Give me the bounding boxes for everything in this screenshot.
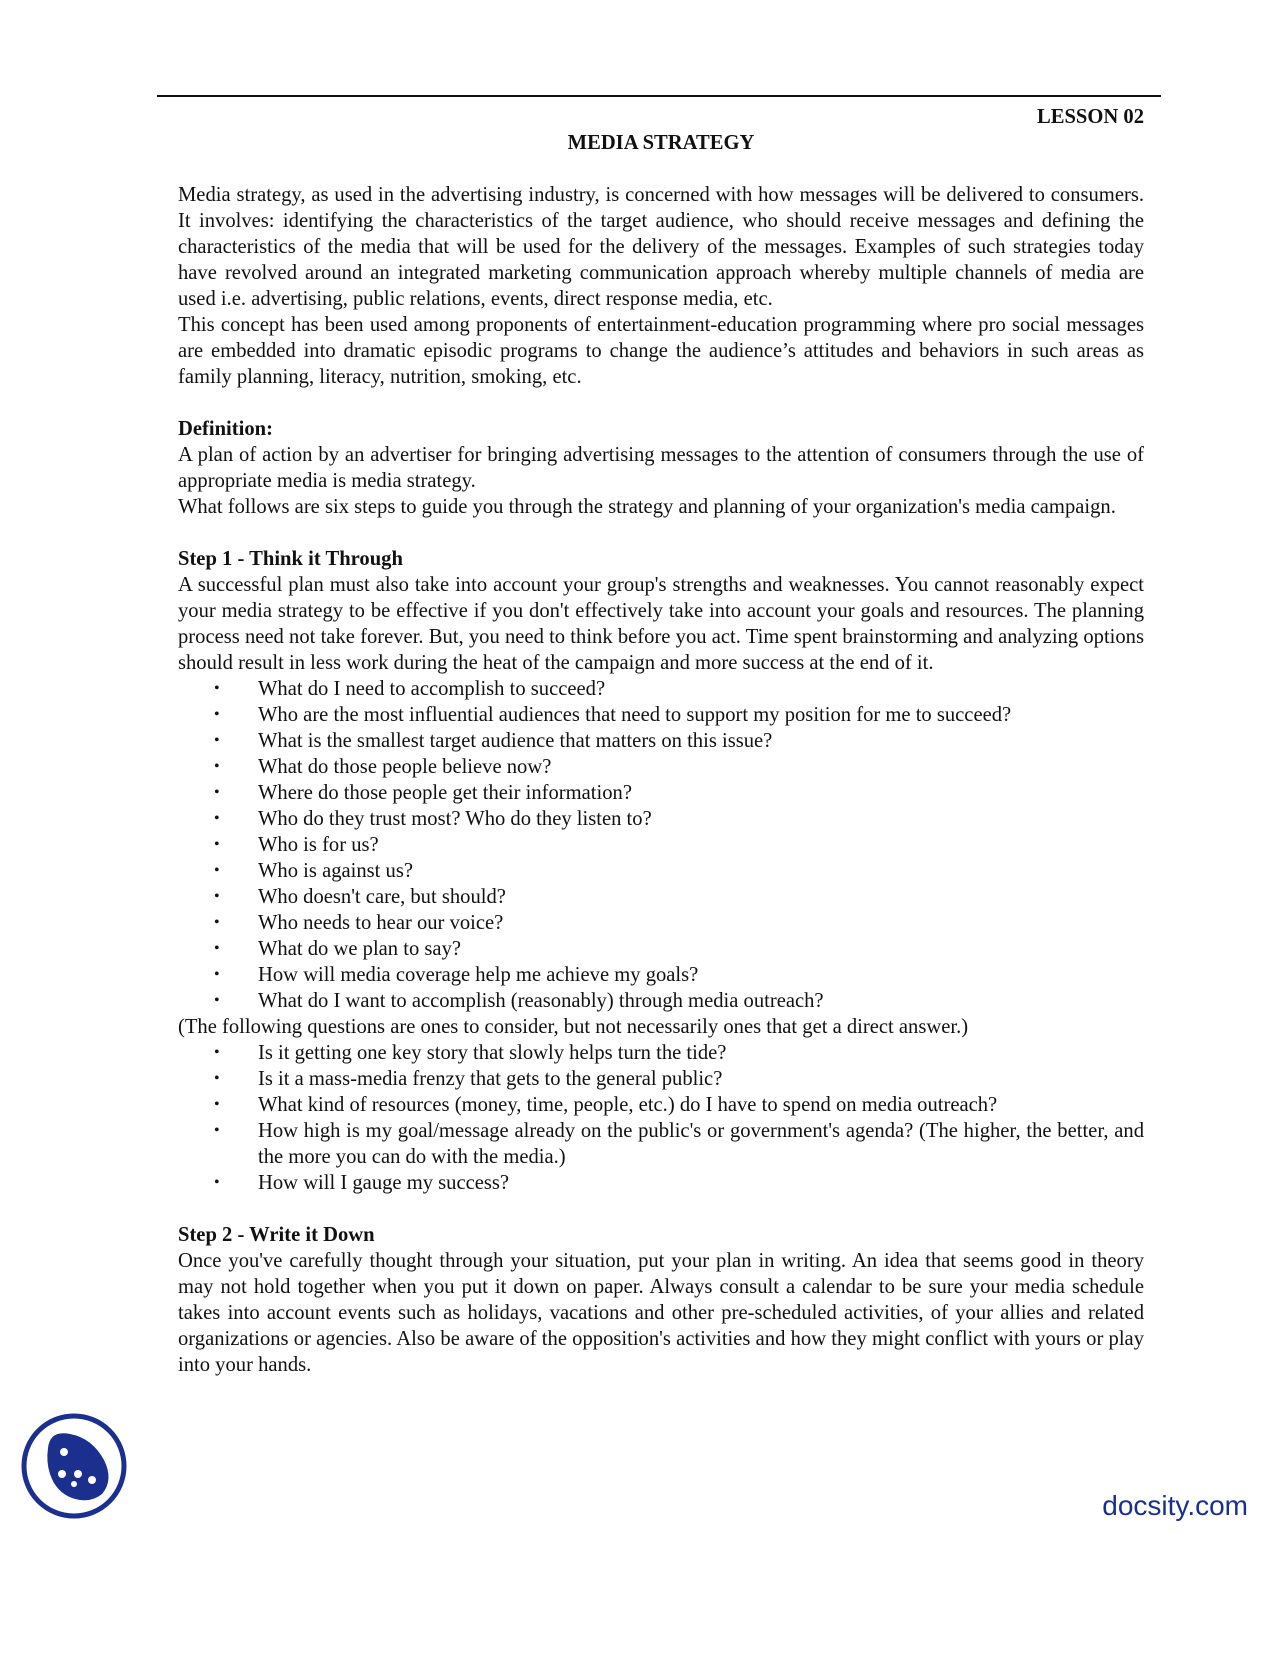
list-item [178,884,1144,910]
document-body [178,104,1144,1378]
bullet-icon: • [214,888,220,905]
bullet-icon: • [214,784,220,801]
list-item-text: Who is against us? [258,860,413,882]
list-item-text: Is it a mass-media frenzy that gets to the general public? [258,1068,723,1090]
list-item-text: How will media coverage help me achieve my goals? [258,964,699,986]
intro-paragraph-2: This concept has been used among proponents of entertainment-education programming where pro social messages are embedded into dramatic episodic programs to change the audience’s attitudes and behaviors in such areas as family planning, literacy, nutrition, smoking, etc. [178,314,1144,388]
header-rule [157,95,1161,97]
list-item-text: Who is for us? [258,834,379,856]
list-item [178,962,1144,988]
bullet-icon: • [214,914,220,931]
list-item-text: How will I gauge my success? [258,1172,510,1194]
list-item [178,936,1144,962]
lesson-label: LESSON 02 [1036,106,1144,128]
list-item-text: How high is my goal/message already on the public's or government's agenda? (The higher, the better, and the more you can do with the media.) [258,1120,1144,1168]
list-item [178,676,1144,702]
step2-heading: Step 2 - Write it Down [178,1224,375,1246]
list-item-text: Who doesn't care, but should? [258,886,506,908]
list-item-text: Who do they trust most? Who do they listen to? [258,808,652,830]
step1-paragraph: A successful plan must also take into account your group's strengths and weaknesses. You cannot reasonably expect your media strategy to be effective if you don't effectively take into account your goals and resources. The planning process need not take forever. But, you need to think before you act. Time spent brainstorming and analyzing options should result in less work during the heat of the campaign and more success at the end of it. [178,574,1144,674]
list-item [178,832,1144,858]
bullet-icon: • [214,706,220,723]
list-item-text: What do I want to accomplish (reasonably) through media outreach? [258,990,824,1012]
list-item [178,1066,1144,1092]
step2-paragraph: Once you've carefully thought through your situation, put your plan in writing. An idea that seems good in theory may not hold together when you put it down on paper. Always consult a calendar to be sure your media schedule takes into account events such as holidays, vacations and other pre-scheduled activities, of your allies and related organizations or agencies. Also be aware of the opposition's activities and how they might conflict with yours or play into your hands. [178,1250,1144,1376]
bullet-icon: • [214,940,220,957]
list-item [178,1092,1144,1118]
list-item [178,1170,1144,1196]
bullet-icon: • [214,1096,220,1113]
list-item [178,702,1144,728]
step1-question-list [178,676,1144,1014]
bullet-icon: • [214,732,220,749]
bullet-icon: • [214,862,220,879]
step1-heading: Step 1 - Think it Through [178,548,403,570]
bullet-icon: • [214,1070,220,1087]
bullet-icon: • [214,836,220,853]
list-item-text: What do I need to accomplish to succeed? [258,678,606,700]
list-item [178,1118,1144,1170]
list-item-text: What is the smallest target audience that matters on this issue? [258,730,773,752]
list-item [178,754,1144,780]
definition-paragraph-1: A plan of action by an advertiser for bringing advertising messages to the attention of consumers through the use of appropriate media is media strategy. [178,444,1144,492]
list-item [178,728,1144,754]
list-item-text: What do those people believe now? [258,756,552,778]
bullet-icon: • [214,758,220,775]
page-title: MEDIA STRATEGY [567,132,755,154]
definition-paragraph-2: What follows are six steps to guide you through the strategy and planning of your organization's media campaign. [178,496,1116,518]
list-item [178,858,1144,884]
docsity-brand-text[interactable]: docsity.com [1102,1490,1248,1521]
list-item-text: Is it getting one key story that slowly helps turn the tide? [258,1042,727,1064]
intro-paragraph-1: Media strategy, as used in the advertising industry, is concerned with how messages will be delivered to consumers. It involves: identifying the characteristics of the target audience, who should receive messages and defining the characteristics of the media that will be used for the delivery of the messages. Examples of such strategies today have revolved around an integrated marketing communication approach whereby multiple channels of media are used i.e. advertising, public relations, events, direct response media, etc. [178,184,1144,310]
list-item [178,910,1144,936]
list-item-text: What kind of resources (money, time, people, etc.) do I have to spend on media outreach? [258,1094,998,1116]
bullet-icon: • [214,1122,220,1139]
bullet-icon: • [214,966,220,983]
bullet-icon: • [214,810,220,827]
bullet-icon: • [214,680,220,697]
bullet-icon: • [214,1044,220,1061]
step1-consider-list [178,1040,1144,1196]
bullet-icon: • [214,1174,220,1191]
list-item-text: Who needs to hear our voice? [258,912,504,934]
step1-note: (The following questions are ones to consider, but not necessarily ones that get a direct answer.) [178,1016,969,1038]
list-item [178,780,1144,806]
bullet-icon: • [214,992,220,1009]
list-item [178,806,1144,832]
list-item-text: Who are the most influential audiences that need to support my position for me to succeed? [258,704,1012,726]
list-item [178,988,1144,1014]
definition-heading: Definition: [178,418,273,440]
list-item [178,1040,1144,1066]
list-item-text: Where do those people get their information? [258,782,632,804]
docsity-logo-icon[interactable] [20,1412,128,1520]
list-item-text: What do we plan to say? [258,938,462,960]
